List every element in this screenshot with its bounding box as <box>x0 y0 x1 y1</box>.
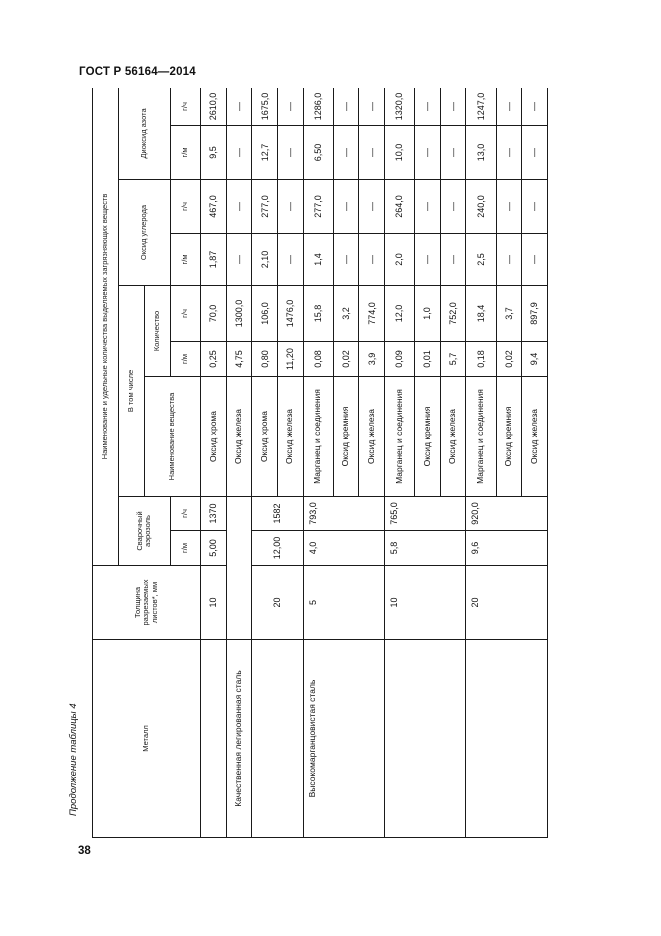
co-gh-cell: 277,0 <box>303 180 333 234</box>
quantity-gm-cell: 0,08 <box>303 342 333 377</box>
no2-gm-cell: — <box>277 126 303 180</box>
co-gh-cell: 277,0 <box>252 180 278 234</box>
co-gm-cell: — <box>226 234 252 286</box>
page-number: 38 <box>78 845 91 857</box>
quantity-gh-cell: 774,0 <box>359 286 385 342</box>
aerosol-gm-cell: 9,6 <box>466 531 548 566</box>
thickness-cell: 5 <box>303 566 384 640</box>
co-gh-cell: — <box>226 180 252 234</box>
substance-cell: Оксид железа <box>440 377 466 497</box>
co-gm-cell: — <box>415 234 441 286</box>
co-gm-cell: 1,4 <box>303 234 333 286</box>
substance-cell: Оксид железа <box>522 377 548 497</box>
quantity-gm-cell: 0,25 <box>201 342 227 377</box>
table-row <box>303 88 333 838</box>
metal-cell <box>252 640 303 838</box>
unit-quantity-gh: г/ч <box>170 286 200 342</box>
co-gh-cell: — <box>359 180 385 234</box>
no2-gh-cell: — <box>277 88 303 126</box>
no2-gm-cell: 9,5 <box>201 126 227 180</box>
header-nitrogen-dioxide: Диоксид азота <box>118 88 170 180</box>
no2-gh-cell: — <box>333 88 359 126</box>
aerosol-gh-cell: 793,0 <box>303 497 384 531</box>
co-gh-cell: 467,0 <box>201 180 227 234</box>
no2-gm-cell: — <box>496 126 522 180</box>
header-pollutants-group: Наименование и удельные количества выделяемых загрязняющих веществ <box>93 88 119 566</box>
aerosol-gh-cell: 1582 <box>252 497 303 531</box>
quantity-gh-cell: 12,0 <box>385 286 415 342</box>
quantity-gh-cell: 15,8 <box>303 286 333 342</box>
table-row <box>466 88 496 838</box>
no2-gm-cell: — <box>333 126 359 180</box>
unit-quantity-gm: г/м <box>170 342 200 377</box>
pollutant-table-container <box>92 88 548 838</box>
quantity-gh-cell: 752,0 <box>440 286 466 342</box>
substance-cell: Оксид кремния <box>496 377 522 497</box>
co-gm-cell: — <box>333 234 359 286</box>
table-row <box>226 88 252 838</box>
substance-cell: Оксид хрома <box>201 377 227 497</box>
table-row <box>252 88 278 838</box>
co-gh-cell: — <box>277 180 303 234</box>
aerosol-gm-cell: 12,00 <box>252 531 303 566</box>
quantity-gm-cell: 0,80 <box>252 342 278 377</box>
no2-gm-cell: — <box>359 126 385 180</box>
thickness-cell: 20 <box>466 566 548 640</box>
no2-gm-cell: 6,50 <box>303 126 333 180</box>
co-gm-cell: — <box>277 234 303 286</box>
aerosol-gh-cell: 1370 <box>201 497 227 531</box>
quantity-gh-cell: 1,0 <box>415 286 441 342</box>
no2-gh-cell: 1247,0 <box>466 88 496 126</box>
thickness-cell: 10 <box>385 566 466 640</box>
co-gh-cell: — <box>522 180 548 234</box>
unit-aerosol-gh: г/ч <box>170 497 200 531</box>
quantity-gm-cell: 5,7 <box>440 342 466 377</box>
substance-cell: Оксид кремния <box>415 377 441 497</box>
co-gh-cell: 240,0 <box>466 180 496 234</box>
no2-gh-cell: 2610,0 <box>201 88 227 126</box>
substance-cell: Оксид железа <box>359 377 385 497</box>
table-row <box>201 88 227 838</box>
quantity-gm-cell: 0,02 <box>496 342 522 377</box>
co-gh-cell: — <box>496 180 522 234</box>
aerosol-gh-cell: 765,0 <box>385 497 466 531</box>
no2-gm-cell: 12,7 <box>252 126 278 180</box>
no2-gm-cell: — <box>226 126 252 180</box>
substance-cell: Оксид железа <box>226 377 252 497</box>
document-header-title: ГОСТ Р 56164—2014 <box>79 66 196 78</box>
metal-cell: Высокомарганцовистая сталь <box>303 640 384 838</box>
co-gh-cell: 264,0 <box>385 180 415 234</box>
quantity-gm-cell: 0,02 <box>333 342 359 377</box>
aerosol-gh-cell: 920,0 <box>466 497 548 531</box>
table-row <box>385 88 415 838</box>
quantity-gm-cell: 0,01 <box>415 342 441 377</box>
co-gh-cell: — <box>333 180 359 234</box>
quantity-gm-cell: 11,20 <box>277 342 303 377</box>
unit-no2-gm: г/м <box>170 126 200 180</box>
header-substance-name: Наименование вещества <box>145 377 201 497</box>
quantity-gh-cell: 897,9 <box>522 286 548 342</box>
pollutant-emissions-table <box>92 88 548 838</box>
header-carbon-oxide: Оксид углерода <box>118 180 170 286</box>
substance-cell: Марганец и соединения <box>303 377 333 497</box>
no2-gm-cell: — <box>415 126 441 180</box>
co-gm-cell: — <box>496 234 522 286</box>
aerosol-gm-cell: 5,8 <box>385 531 466 566</box>
empty-cell <box>226 497 252 640</box>
aerosol-gm-cell: 4,0 <box>303 531 384 566</box>
co-gm-cell: — <box>522 234 548 286</box>
table-continuation-caption: Продолжение таблицы 4 <box>68 703 79 816</box>
quantity-gm-cell: 0,18 <box>466 342 496 377</box>
no2-gh-cell: — <box>522 88 548 126</box>
co-gm-cell: — <box>440 234 466 286</box>
no2-gm-cell: — <box>522 126 548 180</box>
quantity-gh-cell: 3,7 <box>496 286 522 342</box>
quantity-gm-cell: 3,9 <box>359 342 385 377</box>
aerosol-gm-cell: 5,00 <box>201 531 227 566</box>
co-gm-cell: 1,87 <box>201 234 227 286</box>
no2-gh-cell: — <box>226 88 252 126</box>
thickness-cell: 10 <box>201 566 227 640</box>
header-welding-aerosol: Сварочный аэрозоль <box>118 497 170 566</box>
quantity-gh-cell: 1300,0 <box>226 286 252 342</box>
no2-gh-cell: 1320,0 <box>385 88 415 126</box>
metal-cell <box>385 640 466 838</box>
quantity-gm-cell: 9,4 <box>522 342 548 377</box>
substance-cell: Оксид хрома <box>252 377 278 497</box>
substance-cell: Марганец и соединения <box>466 377 496 497</box>
no2-gh-cell: 1286,0 <box>303 88 333 126</box>
no2-gh-cell: — <box>440 88 466 126</box>
quantity-gh-cell: 3,2 <box>333 286 359 342</box>
unit-co-gm: г/м <box>170 234 200 286</box>
metal-cell <box>201 640 227 838</box>
co-gm-cell: 2,10 <box>252 234 278 286</box>
no2-gh-cell: — <box>496 88 522 126</box>
unit-co-gh: г/ч <box>170 180 200 234</box>
substance-cell: Марганец и соединения <box>385 377 415 497</box>
no2-gh-cell: 1675,0 <box>252 88 278 126</box>
substance-cell: Оксид кремния <box>333 377 359 497</box>
header-thickness: Толщина разрезаемых листов*, мм <box>93 566 201 640</box>
unit-no2-gh: г/ч <box>170 88 200 126</box>
co-gh-cell: — <box>440 180 466 234</box>
no2-gm-cell: 13,0 <box>466 126 496 180</box>
metal-cell: Качественная легированная сталь <box>226 640 252 838</box>
quantity-gh-cell: 1476,0 <box>277 286 303 342</box>
co-gm-cell: 2,0 <box>385 234 415 286</box>
thickness-cell: 20 <box>252 566 303 640</box>
header-in-that-number: В том числе <box>118 286 145 497</box>
no2-gh-cell: — <box>359 88 385 126</box>
header-metal: Металл <box>93 640 201 838</box>
co-gm-cell: — <box>359 234 385 286</box>
quantity-gh-cell: 18,4 <box>466 286 496 342</box>
no2-gm-cell: — <box>440 126 466 180</box>
quantity-gm-cell: 0,09 <box>385 342 415 377</box>
no2-gh-cell: — <box>415 88 441 126</box>
quantity-gh-cell: 106,0 <box>252 286 278 342</box>
quantity-gh-cell: 70,0 <box>201 286 227 342</box>
unit-aerosol-gm: г/м <box>170 531 200 566</box>
substance-cell: Оксид железа <box>277 377 303 497</box>
quantity-gm-cell: 4,75 <box>226 342 252 377</box>
no2-gm-cell: 10,0 <box>385 126 415 180</box>
metal-cell <box>466 640 548 838</box>
co-gh-cell: — <box>415 180 441 234</box>
header-quantity: Количество <box>145 286 171 377</box>
co-gm-cell: 2,5 <box>466 234 496 286</box>
